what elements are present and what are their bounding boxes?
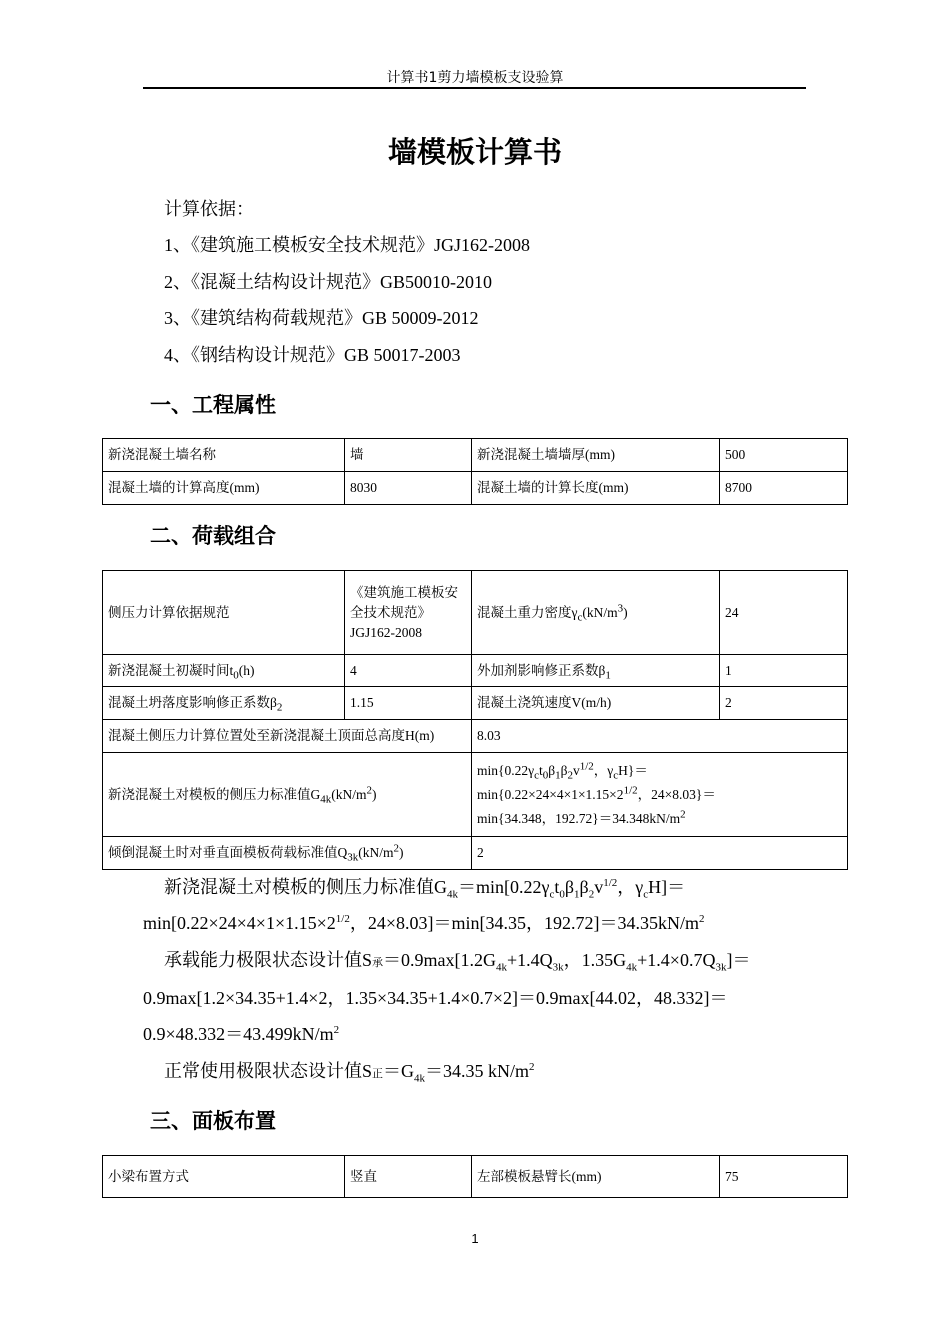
table-cell: 8.03 (472, 720, 848, 753)
table-cell: 《建筑施工模板安全技术规范》JGJ162-2008 (345, 571, 472, 655)
table-cell: $\min\{0.22\gamma_ct_0\beta_1\beta_2v^{1/2}$，$\gamma_cH\}=$ $\min\{0.22\times 24\times 4\times 1\times 1.15\times 2^{1/2}$，24×8.03}＝ min{34.348，$192.72\}=34.348kN/m^2$ (472, 753, 848, 837)
table-cell: 墙 (345, 439, 472, 472)
calc-line: 0.9max[1.2×34.35+1.4×2，1.35×34.35+1.4×0.7×2]＝0.9max[44.02，48.332]＝ (143, 988, 728, 1008)
page-number: 1 (471, 1231, 479, 1246)
calc-line: 承载能力极限状态设计值S承$=0.9\max[1.2G_{4k}+1.4Q_{3k}$，$1.35G_{4k}+1.4\times 0.7Q_{3k}]=$ (164, 950, 751, 974)
table-cell: 侧压力计算依据规范 (103, 571, 345, 655)
table-cell: 新浇混凝土墙名称 (103, 439, 345, 472)
basis-heading: 计算依据： (164, 199, 254, 219)
table-cell: 混凝土侧压力计算位置处至新浇混凝土顶面总高度H(m) (103, 720, 472, 753)
table-cell: 竖直 (345, 1156, 472, 1198)
basis-item: 4、《钢结构设计规范》GB 50017-2003 (164, 345, 461, 365)
table-row (103, 472, 848, 505)
basis-item: 3、《建筑结构荷载规范》GB 50009-2012 (164, 308, 479, 328)
table-cell: 1 (720, 655, 848, 687)
table-cell: 混凝土墙的计算长度(mm) (472, 472, 720, 505)
table-cell: 8030 (345, 472, 472, 505)
table-row (103, 439, 848, 472)
table-cell: 新浇混凝土对模板的侧压力标准值$G_{4k}(kN/m^2)$ (103, 753, 472, 837)
basis-item: 1、《建筑施工模板安全技术规范》JGJ162-2008 (164, 235, 531, 255)
section-heading-1: 一、工程属性 (150, 393, 276, 417)
table-cell: 倾倒混凝土时对垂直面模板荷载标准值$Q_{3k}(kN/m^2)$ (103, 837, 472, 870)
table-cell: 24 (720, 571, 848, 655)
table-cell: 左部模板悬臂长(mm) (472, 1156, 720, 1198)
table-cell: 2 (472, 837, 848, 870)
table-cell: 500 (720, 439, 848, 472)
table-cell: 1.15 (345, 687, 472, 720)
table-cell: 4 (345, 655, 472, 687)
table-cell: 混凝土重力密度$\gamma_c(kN/m^3)$ (472, 571, 720, 655)
table-cell: 2 (720, 687, 848, 720)
table-row (103, 720, 848, 753)
project-properties-table (102, 438, 848, 505)
section-heading-2: 二、荷载组合 (150, 524, 276, 548)
table-row (103, 687, 848, 720)
table-cell: 小梁布置方式 (103, 1156, 345, 1198)
table-row (103, 655, 848, 687)
calc-line: 正常使用极限状态设计值S正$=G_{4k}=34.35$ $kN/m^2$ (164, 1061, 535, 1085)
table-row (103, 837, 848, 870)
table-row (103, 1156, 848, 1198)
running-header: 计算书1剪力墙模板支设验算 (386, 70, 564, 86)
table-cell: 新浇混凝土墙墙厚(mm) (472, 439, 720, 472)
calc-line: $\min[0.22\times 24\times 4\times 1\times 1.15\times 2^{1/2}$，24×8.03]＝min[34.35，$192.72]=34.35kN/m^2$ (143, 913, 705, 933)
section-heading-3: 三、面板布置 (150, 1109, 276, 1133)
table-cell: 8700 (720, 472, 848, 505)
panel-layout-table (102, 1155, 848, 1198)
document-title: 墙模板计算书 (387, 135, 562, 169)
header-rule (143, 87, 806, 89)
table-cell: 新浇混凝土初凝时间$t_0(h)$ (103, 655, 345, 687)
table-cell: 外加剂影响修正系数$\beta_1$ (472, 655, 720, 687)
table-row (103, 753, 848, 837)
load-combination-table (102, 570, 848, 870)
table-cell: 混凝土坍落度影响修正系数$\beta_2$ (103, 687, 345, 720)
table-cell: 混凝土浇筑速度V(m/h) (472, 687, 720, 720)
basis-item: 2、《混凝土结构设计规范》GB50010-2010 (164, 272, 492, 292)
calc-line: $0.9\times 48.332=43.499kN/m^2$ (143, 1024, 340, 1044)
table-row (103, 571, 848, 655)
table-cell: 混凝土墙的计算高度(mm) (103, 472, 345, 505)
table-cell: 75 (720, 1156, 848, 1198)
calc-line: 新浇混凝土对模板的侧压力标准值$G_{4k}=\min[0.22\gamma_ct_0\beta_1\beta_2v^{1/2}$，$\gamma_cH]=$ (164, 877, 686, 901)
